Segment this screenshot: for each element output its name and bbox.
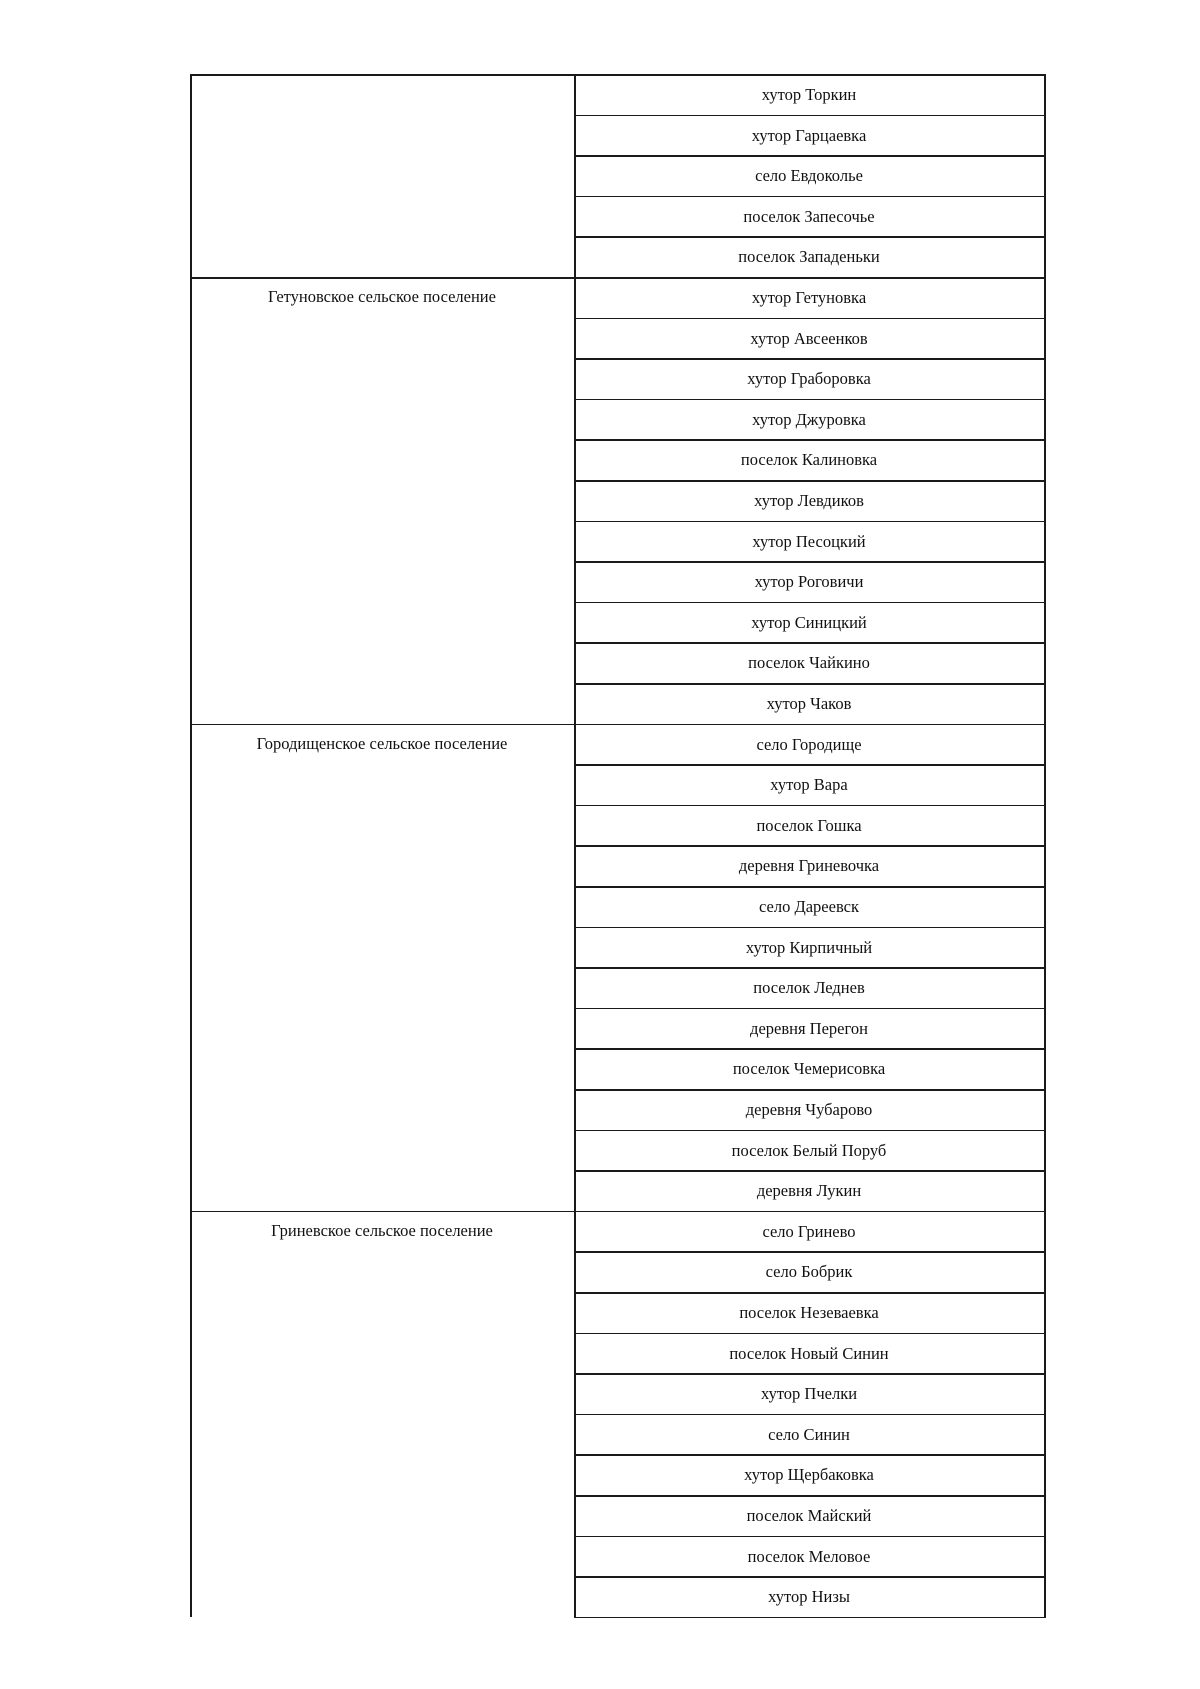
- locality-name: село Городище: [756, 734, 862, 754]
- locality-row-border: [574, 1251, 1046, 1253]
- locality-name: село Бобрик: [765, 1262, 853, 1282]
- locality-name: село Дареевск: [759, 897, 859, 916]
- locality-name: хутор Пчелки: [760, 1384, 858, 1404]
- locality-name: хутор Щербаковка: [744, 1465, 874, 1485]
- locality-row-border: [574, 1292, 1046, 1294]
- locality-row-border: [574, 967, 1046, 969]
- locality-name: поселок Незеваевка: [739, 1303, 879, 1322]
- locality-name: хутор Чаков: [766, 694, 852, 713]
- locality-row-border: [574, 439, 1046, 441]
- locality-name: хутор Гарцаевка: [751, 125, 867, 145]
- locality-name: хутор Граборовка: [747, 369, 871, 389]
- locality-name: хутор Песоцкий: [752, 531, 866, 551]
- locality-name: хутор Джуровка: [752, 409, 866, 429]
- locality-row-border: [574, 1414, 1046, 1416]
- locality-name: хутор Вара: [770, 775, 848, 795]
- locality-name: поселок Леднев: [753, 978, 865, 998]
- locality-row-border: [574, 683, 1046, 685]
- locality-name: поселок Белый Поруб: [731, 1140, 887, 1160]
- locality-row-border: [574, 155, 1046, 157]
- locality-name: поселок Меловое: [747, 1546, 871, 1566]
- locality-row-border: [574, 886, 1046, 888]
- locality-row-border: [574, 724, 1046, 726]
- table-bottom-border: [574, 1617, 1046, 1619]
- locality-row-border: [574, 1170, 1046, 1172]
- locality-row-border: [574, 1536, 1046, 1538]
- locality-row-border: [574, 805, 1046, 807]
- locality-row-border: [574, 1211, 1046, 1213]
- locality-name: поселок Запесочье: [743, 206, 875, 226]
- locality-row-border: [574, 277, 1046, 279]
- locality-name: село Гринево: [762, 1221, 856, 1241]
- locality-row-border: [574, 602, 1046, 604]
- locality-row-border: [574, 236, 1046, 238]
- locality-name: хутор Левдиков: [754, 491, 864, 510]
- locality-row-border: [574, 764, 1046, 766]
- locality-row-border: [574, 358, 1046, 360]
- settlement-row-border: [190, 277, 574, 279]
- locality-name: хутор Гетуновка: [751, 288, 867, 307]
- locality-name: поселок Чайкино: [748, 653, 870, 673]
- locality-name: хутор Синицкий: [751, 612, 867, 632]
- locality-row-border: [574, 642, 1046, 644]
- locality-row-border: [574, 1495, 1046, 1497]
- locality-name: село Евдоколье: [755, 166, 863, 186]
- locality-name: хутор Низы: [768, 1587, 850, 1607]
- settlement-row-border: [190, 724, 574, 726]
- locality-row-border: [574, 1130, 1046, 1132]
- locality-row-border: [574, 1089, 1046, 1091]
- locality-name: поселок Калиновка: [740, 450, 878, 470]
- locality-row-border: [574, 845, 1046, 847]
- settlement-name: Городищенское сельское поселение: [256, 733, 508, 753]
- locality-row-border: [574, 196, 1046, 198]
- locality-row-border: [574, 521, 1046, 523]
- locality-name: хутор Кирпичный: [745, 937, 873, 957]
- locality-name: деревня Перегон: [750, 1018, 868, 1038]
- settlement-name: Гетуновское сельское поселение: [268, 287, 496, 306]
- locality-row-border: [574, 399, 1046, 401]
- locality-name: хутор Роговичи: [754, 572, 864, 592]
- locality-name: поселок Майский: [746, 1506, 872, 1525]
- locality-row-border: [574, 927, 1046, 929]
- locality-row-border: [574, 1048, 1046, 1050]
- locality-name: хутор Торкин: [761, 85, 857, 104]
- table-left-border: [190, 74, 192, 1617]
- settlement-row-border: [190, 1211, 574, 1213]
- table-top-border: [190, 74, 1046, 76]
- locality-name: поселок Гошка: [756, 815, 862, 835]
- locality-name: поселок Новый Синин: [729, 1343, 889, 1363]
- locality-name: поселок Западеньки: [738, 247, 880, 267]
- locality-name: село Синин: [768, 1424, 850, 1444]
- locality-row-border: [574, 561, 1046, 563]
- locality-row-border: [574, 1333, 1046, 1335]
- locality-row-border: [574, 318, 1046, 320]
- locality-row-border: [574, 1454, 1046, 1456]
- locality-name: деревня Лукин: [756, 1181, 862, 1201]
- locality-row-border: [574, 1576, 1046, 1578]
- locality-row-border: [574, 1373, 1046, 1375]
- locality-name: хутор Авсеенков: [750, 328, 868, 348]
- locality-row-border: [574, 115, 1046, 117]
- locality-row-border: [574, 1008, 1046, 1010]
- locality-row-border: [574, 480, 1046, 482]
- locality-name: поселок Чемерисовка: [732, 1059, 886, 1079]
- locality-name: деревня Гриневочка: [738, 856, 880, 876]
- locality-name: деревня Чубарово: [745, 1100, 873, 1119]
- settlement-name: Гриневское сельское поселение: [271, 1220, 493, 1240]
